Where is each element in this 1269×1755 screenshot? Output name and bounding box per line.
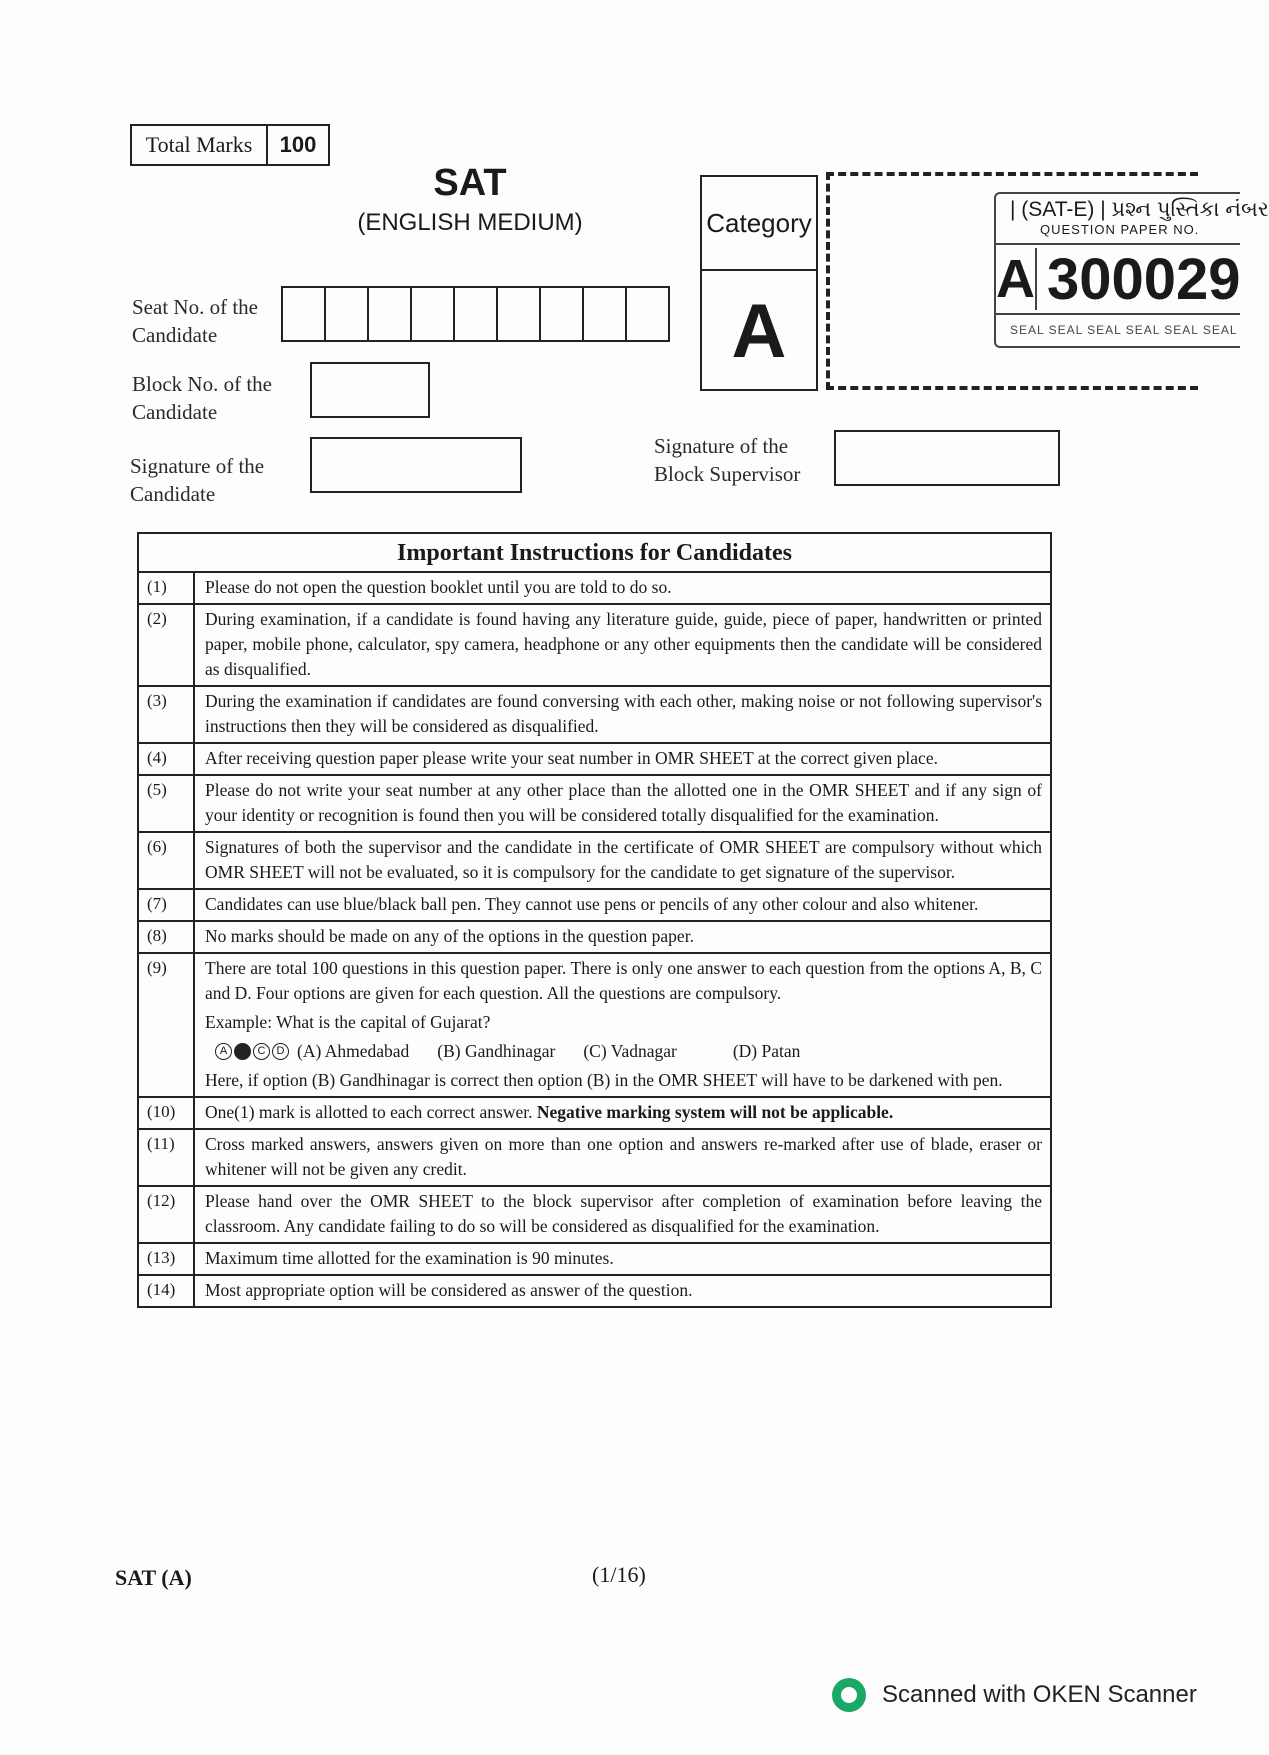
seat-digit-box[interactable] — [539, 286, 584, 342]
example-question: Example: What is the capital of Gujarat? — [205, 1012, 491, 1032]
instruction-text: Please hand over the OMR SHEET to the block supervisor after completion of examination before leaving the classroom. Any candidate failing to do so will be considered as disqualified for the examination. — [205, 1191, 1042, 1236]
instruction-number: (3) — [139, 687, 195, 742]
total-marks-label: Total Marks — [132, 126, 268, 164]
instruction-text: No marks should be made on any of the options in the question paper. — [205, 926, 694, 946]
seat-digit-box[interactable] — [453, 286, 498, 342]
instruction-row — [139, 605, 1050, 687]
footer-paper-code: SAT (A) — [115, 1565, 192, 1590]
instruction-row — [139, 1244, 1050, 1276]
instruction-number: (9) — [139, 954, 195, 1096]
category-value: A — [731, 288, 787, 374]
instruction-text: Please do not open the question booklet until you are told to do so. — [205, 577, 672, 597]
instruction-text: During the examination if candidates are found conversing with each other, making noise or not following supervisor's instructions then they will be considered as disqualified. — [205, 691, 1042, 736]
instruction-text: There are total 100 questions in this question paper. There is only one answer to each question from the options A, B, C and D. Four options are given for each question. All the questions are compulsory. — [205, 958, 1042, 1003]
instruction-text-with-example — [195, 954, 1050, 1096]
omr-bubble-c: C — [253, 1043, 270, 1060]
instruction-text: During examination, if a candidate is found having any literature guide, guide, piece of paper, handwritten or printed paper, mobile phone, calculator, spy camera, headphone or any other equipments then the candidate will be considered as disqualified. — [205, 609, 1042, 679]
instruction-number: (2) — [139, 605, 195, 685]
oken-logo-icon — [832, 1678, 866, 1712]
instruction-bold-text: Negative marking system will not be applicable. — [536, 1102, 894, 1122]
instruction-text: Please do not write your seat number at any other place than the allotted one in the OMR SHEET and if any sign of your identity or recognition is found then you will be considered totally disqualified for the examination. — [205, 780, 1042, 825]
total-marks-value: 100 — [279, 132, 317, 157]
instruction-number: (5) — [139, 776, 195, 831]
supervisor-signature-box[interactable] — [834, 430, 1060, 486]
instruction-number: (1) — [139, 573, 195, 603]
supervisor-signature-label: Signature of the Block Supervisor — [654, 434, 801, 486]
instruction-text: After receiving question paper please write your seat number in OMR SHEET at the correct given place. — [205, 748, 938, 768]
instruction-row — [139, 687, 1050, 744]
instruction-number: (13) — [139, 1244, 195, 1274]
omr-bubble-d: D — [272, 1043, 289, 1060]
footer-page-number: (1/16) — [592, 1562, 646, 1587]
seat-digit-box[interactable] — [625, 286, 670, 342]
instruction-row — [139, 954, 1050, 1098]
paper-series: A — [996, 249, 1035, 309]
instruction-text: Maximum time allotted for the examination is 90 minutes. — [205, 1248, 614, 1268]
instruction-text: Signatures of both the supervisor and the candidate in the certificate of OMR SHEET are compulsory without which OMR SHEET will not be evaluated, so it is compulsory for the candidate to get signature of the supervisor. — [205, 837, 1042, 882]
seat-digit-box[interactable] — [496, 286, 541, 342]
question-paper-sticker — [994, 192, 1269, 348]
instruction-number: (8) — [139, 922, 195, 952]
example-option: (A) Ahmedabad — [297, 1041, 410, 1061]
instruction-number: (14) — [139, 1276, 195, 1306]
instruction-row — [139, 776, 1050, 833]
example-option: (D) Patan — [732, 1041, 801, 1061]
seal-strip: SEAL SEAL SEAL SEAL SEAL SEAL — [1010, 323, 1238, 337]
instruction-number: (7) — [139, 890, 195, 920]
seat-digit-box[interactable] — [410, 286, 455, 342]
instruction-number: (6) — [139, 833, 195, 888]
example-options — [215, 1039, 1042, 1064]
instruction-row — [139, 1187, 1050, 1244]
instruction-number: (11) — [139, 1130, 195, 1185]
instruction-row — [139, 1130, 1050, 1187]
instruction-row — [139, 744, 1050, 776]
instruction-text-part: One(1) mark is allotted to each correct answer. — [205, 1102, 533, 1122]
instruction-text: Cross marked answers, answers given on more than one option and answers re-marked after use of blade, eraser or whitener will not be given any credit. — [205, 1134, 1042, 1179]
instruction-text — [195, 1098, 1050, 1128]
scanner-watermark — [832, 1678, 1197, 1712]
category-label: Category — [702, 177, 816, 271]
total-marks-box — [130, 124, 330, 166]
exam-title-block — [340, 160, 600, 240]
paper-number: 300029 — [1047, 246, 1241, 312]
instruction-row — [139, 890, 1050, 922]
instruction-row — [139, 1098, 1050, 1130]
exam-medium: (ENGLISH MEDIUM) — [357, 209, 583, 236]
seat-digit-box[interactable] — [281, 286, 326, 342]
seat-no-boxes[interactable] — [283, 286, 670, 342]
example-option: (B) Gandhinagar — [437, 1041, 556, 1061]
instruction-number: (12) — [139, 1187, 195, 1242]
seat-digit-box[interactable] — [324, 286, 369, 342]
omr-bubble-a: A — [215, 1043, 232, 1060]
candidate-signature-label: Signature of the Candidate — [130, 454, 265, 506]
instructions-heading: Important Instructions for Candidates — [139, 534, 1050, 573]
instruction-row — [139, 922, 1050, 954]
candidate-signature-box[interactable] — [310, 437, 522, 493]
instruction-row — [139, 833, 1050, 890]
instruction-text: Most appropriate option will be considered as answer of the question. — [205, 1280, 693, 1300]
instructions-table — [137, 532, 1052, 1308]
exam-title: SAT — [433, 162, 507, 204]
category-box — [700, 175, 818, 391]
example-note: Here, if option (B) Gandhinagar is correct then option (B) in the OMR SHEET will have to be darkened with pen. — [205, 1070, 1003, 1090]
example-option: (C) Vadnagar — [583, 1041, 677, 1061]
instruction-row — [139, 1276, 1050, 1306]
paper-code: | (SAT-E) | પ્રશ્ન પુસ્તિકા નંબર — [1010, 198, 1269, 221]
instruction-text: Candidates can use blue/black ball pen. They cannot use pens or pencils of any other colour and also whitener. — [205, 894, 979, 914]
seat-digit-box[interactable] — [367, 286, 412, 342]
seat-digit-box[interactable] — [582, 286, 627, 342]
block-no-box[interactable] — [310, 362, 430, 418]
instruction-number: (10) — [139, 1098, 195, 1128]
block-no-label: Block No. of the Candidate — [132, 372, 272, 424]
scanner-text: Scanned with OKEN Scanner — [882, 1681, 1197, 1708]
instruction-row — [139, 573, 1050, 605]
seat-no-label: Seat No. of the Candidate — [132, 295, 258, 347]
omr-bubble-b-filled: B — [234, 1043, 251, 1060]
paper-no-label: QUESTION PAPER NO. — [1040, 222, 1200, 237]
instruction-number: (4) — [139, 744, 195, 774]
